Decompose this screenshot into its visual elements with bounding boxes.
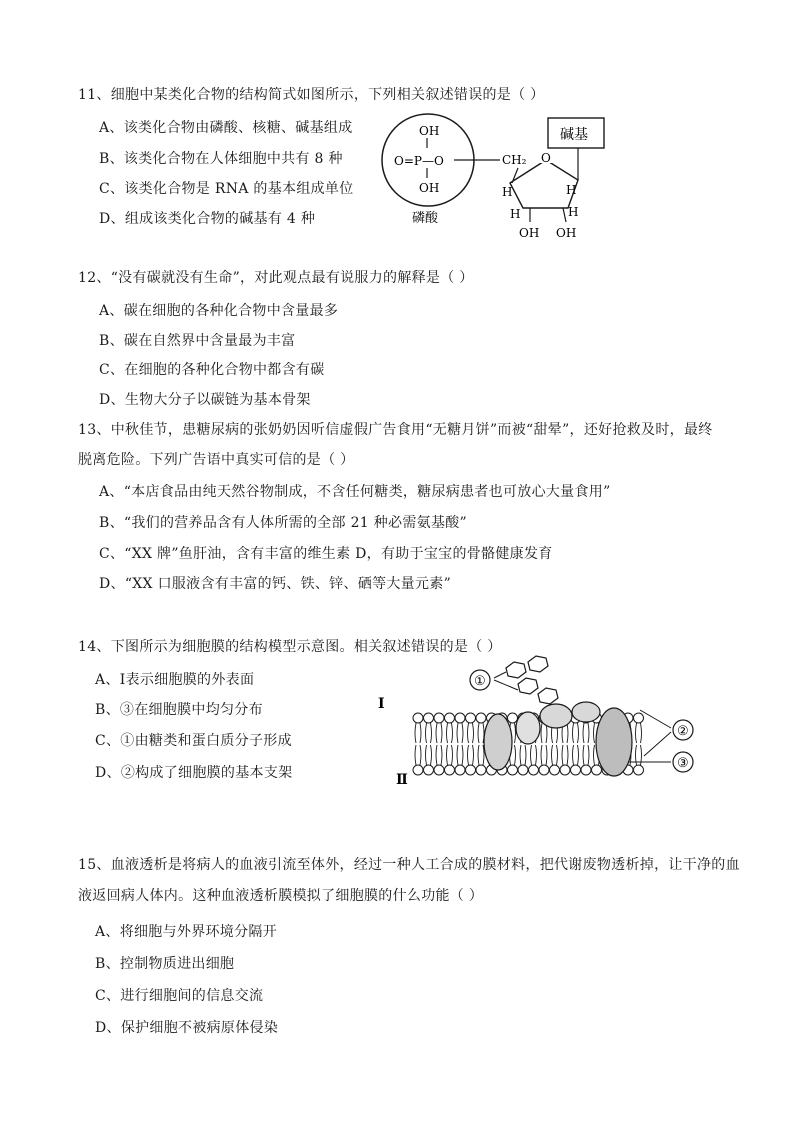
- ring-h-right: H: [566, 183, 577, 197]
- question-12-option-c: C、在细胞的各种化合物中都含有碳: [99, 362, 325, 378]
- cell-membrane-figure: [378, 650, 708, 790]
- label-3: ③: [677, 756, 689, 771]
- question-15-stem: 15、血液透析是将病人的血液引流至体外，经过一种人工合成的膜材料，把代谢废物透析掉，让干净的血: [78, 857, 740, 873]
- question-13-stem-line2: 脱离危险。下列广告语中真实可信的是（ ）: [78, 452, 355, 468]
- question-11-stem: 11、细胞中某类化合物的结构简式如图所示，下列相关叙述错误的是（ ）: [78, 87, 545, 103]
- question-12-stem: 12、“没有碳就没有生命”，对此观点最有说服力的解释是（ ）: [78, 270, 474, 286]
- base-label: 碱基: [560, 127, 588, 143]
- label-1: ①: [474, 674, 486, 689]
- question-11-option-c: C、该类化合物是 RNA 的基本组成单位: [99, 181, 354, 197]
- protein-2: [516, 712, 540, 744]
- question-14-option-b: B、③在细胞膜中均匀分布: [95, 702, 263, 718]
- question-15-option-d: D、保护细胞不被病原体侵染: [95, 1020, 279, 1036]
- question-14-option-d: D、②构成了细胞膜的基本支架: [95, 765, 293, 781]
- phosphate-label: 磷酸: [412, 211, 439, 226]
- question-13-option-b: B、“我们的营养品含有人体所需的全部 21 种必需氨基酸”: [99, 515, 468, 531]
- protein-1: [484, 714, 512, 770]
- question-12-option-d: D、生物大分子以碳链为基本骨架: [99, 392, 311, 408]
- phosphate-core-text: O=P—O: [394, 154, 444, 168]
- question-12-option-a: A、碳在细胞的各种化合物中含量最多: [99, 303, 339, 319]
- ring-h-lower-right: H: [568, 205, 579, 219]
- question-15-option-a: A、将细胞与外界环境分隔开: [95, 924, 278, 940]
- ring-oh-right: OH: [556, 226, 577, 240]
- phosphate-oh-top: OH: [419, 124, 440, 138]
- protein-5: [596, 708, 632, 776]
- phosphate-oh-bottom: OH: [419, 181, 440, 195]
- ring-h-left: H: [502, 185, 513, 199]
- question-11-option-b: B、该类化合物在人体细胞中共有 8 种: [99, 151, 343, 167]
- protein-4: [572, 702, 600, 722]
- question-13-option-c: C、“XX 牌”鱼肝油，含有丰富的维生素 D，有助于宝宝的骨骼健康发育: [99, 546, 553, 562]
- question-11-option-a: A、该类化合物由磷酸、核糖、碱基组成: [99, 120, 353, 136]
- glycocalyx: [506, 656, 558, 704]
- question-14-option-c: C、①由糖类和蛋白质分子形成: [95, 733, 292, 749]
- side-ii-label: Ⅱ: [396, 772, 408, 788]
- side-i-label: Ⅰ: [378, 696, 385, 712]
- question-14-stem: 14、下图所示为细胞膜的结构模型示意图。相关叙述错误的是（ ）: [78, 639, 502, 655]
- question-12-option-b: B、碳在自然界中含量最为丰富: [99, 333, 296, 349]
- label-2: ②: [677, 724, 689, 739]
- question-15-option-b: B、控制物质进出细胞: [95, 956, 235, 972]
- ring-oxygen: O: [541, 151, 551, 165]
- question-14-option-a: A、Ⅰ表示细胞膜的外表面: [95, 672, 255, 688]
- ring-h-lower-left: H: [510, 207, 521, 221]
- question-13-option-d: D、“XX 口服液含有丰富的钙、铁、锌、硒等大量元素”: [99, 576, 452, 592]
- protein-3: [540, 704, 572, 728]
- question-11-option-d: D、组成该类化合物的碱基有 4 种: [99, 211, 316, 227]
- question-13-option-a: A、“本店食品由纯天然谷物制成，不含任何糖类，糖尿病患者也可放心大量食用”: [99, 484, 611, 500]
- question-13-stem: 13、中秋佳节，患糖尿病的张奶奶因听信虚假广告食用“无糖月饼”而被“甜晕”，还好抢救及时，最终: [78, 422, 713, 438]
- ch2-label: CH₂: [502, 153, 527, 167]
- question-15-option-c: C、进行细胞间的信息交流: [95, 988, 264, 1004]
- ring-oh-left: OH: [519, 226, 540, 240]
- question-15-stem-line2: 液返回病人体内。这种血液透析膜模拟了细胞膜的什么功能（ ）: [78, 888, 484, 904]
- nucleotide-structure-figure: [378, 108, 618, 248]
